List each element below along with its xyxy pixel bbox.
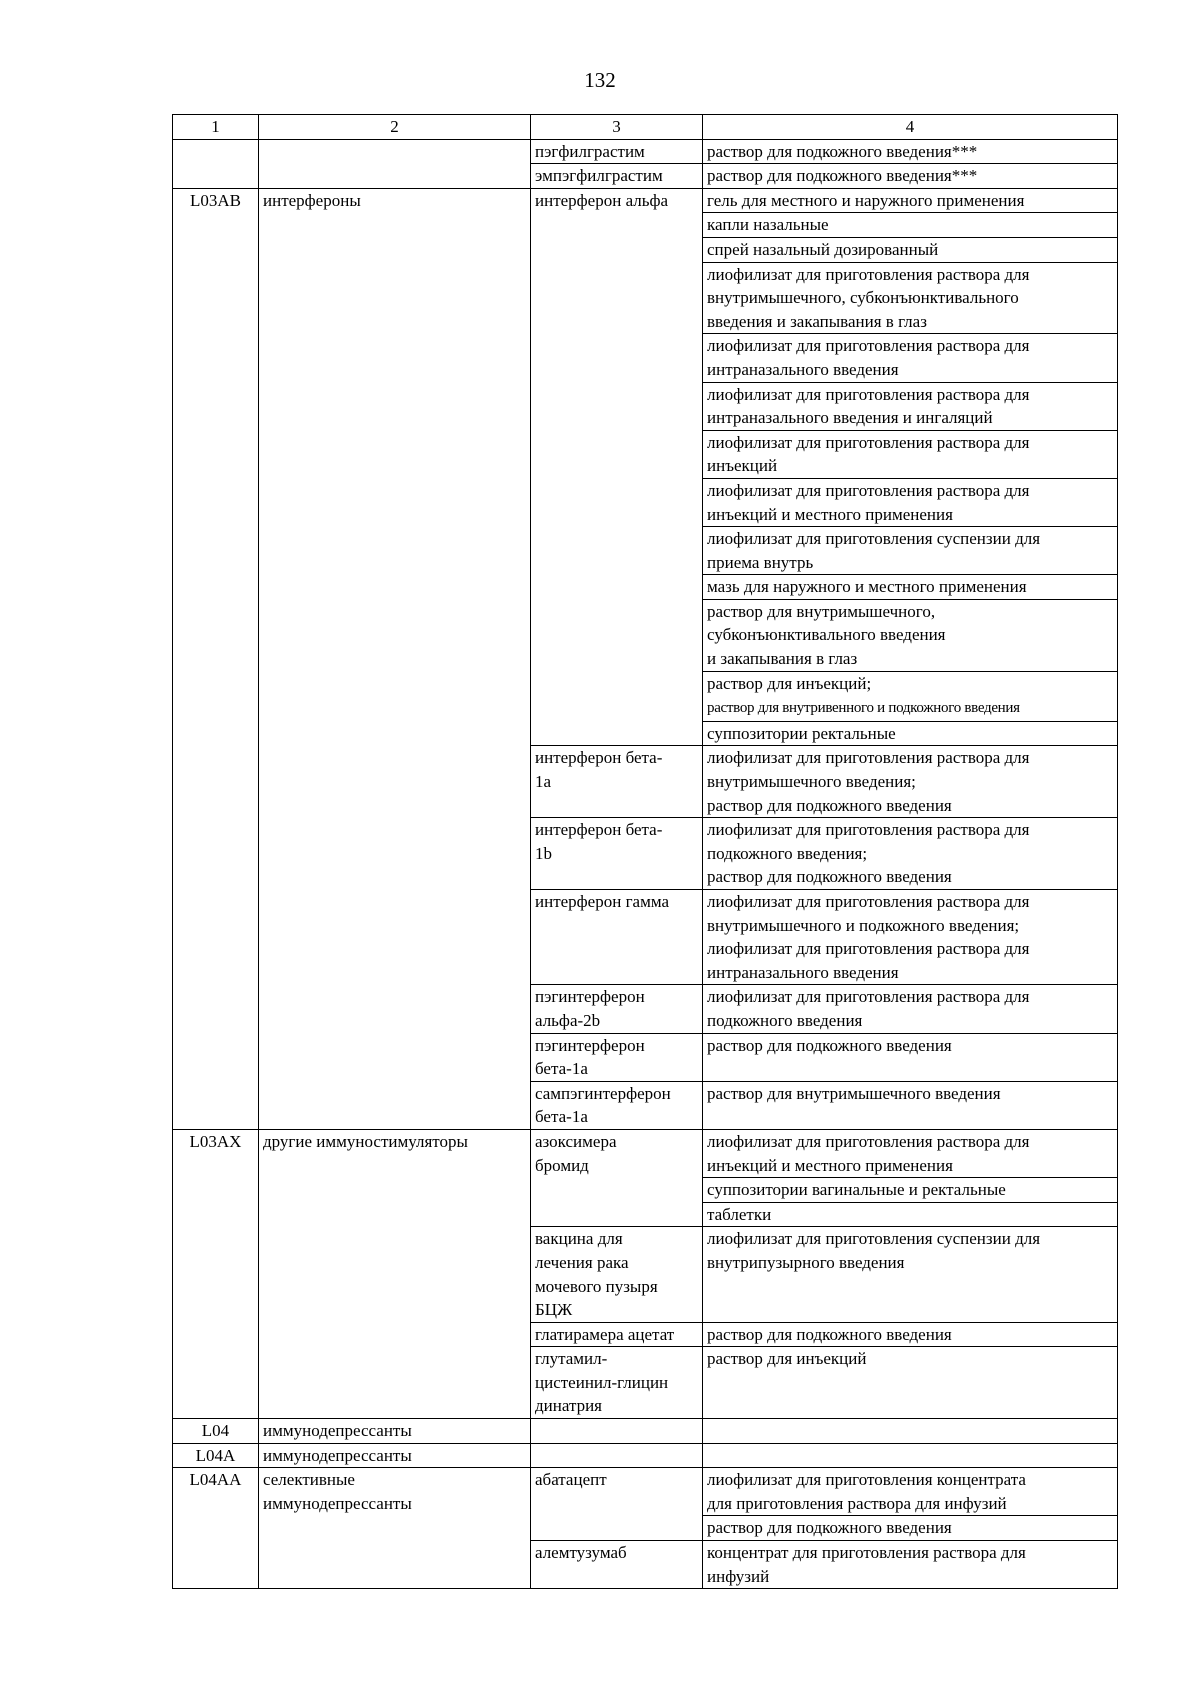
form-line: раствор для подкожного введения bbox=[707, 795, 952, 815]
drug-name bbox=[531, 1129, 703, 1226]
drug-name-line: 1b bbox=[535, 843, 552, 863]
drug-name: абатацепт bbox=[531, 1468, 703, 1541]
form-line: приема внутрь bbox=[707, 552, 814, 572]
form-line: лиофилизат для приготовления раствора для bbox=[707, 384, 1030, 404]
form-line: инъекций и местного применения bbox=[707, 1155, 953, 1175]
drug-name-line: пэгинтерферон bbox=[535, 1035, 645, 1055]
dosage-form bbox=[703, 985, 1118, 1033]
atc-code: L03AB bbox=[173, 188, 259, 1129]
form-line: субконъюнктивального введения bbox=[707, 625, 946, 645]
drug-name-line: интерферон бета- bbox=[535, 748, 663, 768]
form-line: лиофилизат для приготовления концентрата bbox=[707, 1470, 1026, 1490]
table-row bbox=[173, 1468, 1118, 1516]
form-line: лиофилизат для приготовления раствора для bbox=[707, 748, 1030, 768]
form-line: лиофилизат для приготовления суспензии для bbox=[707, 1229, 1041, 1249]
dosage-form: мазь для наружного и местного применения bbox=[703, 575, 1118, 600]
col-header-2: 2 bbox=[259, 115, 531, 140]
dosage-form bbox=[703, 890, 1118, 985]
dosage-form bbox=[703, 527, 1118, 575]
drug-name-line: глутамил- bbox=[535, 1349, 608, 1369]
dosage-form: раствор для подкожного введения*** bbox=[703, 139, 1118, 164]
drug-name bbox=[531, 1081, 703, 1129]
form-line: внутримышечного введения; bbox=[707, 772, 916, 792]
col-header-3: 3 bbox=[531, 115, 703, 140]
drug-name-line: сампэгинтерферон bbox=[535, 1083, 671, 1103]
form-line: лиофилизат для приготовления раствора для bbox=[707, 336, 1030, 356]
drug-name-line: азоксимера bbox=[535, 1131, 617, 1151]
form-line: лиофилизат для приготовления раствора для bbox=[707, 892, 1030, 911]
dosage-form: раствор для подкожного введения*** bbox=[703, 164, 1118, 189]
form-line: раствор для подкожного введения bbox=[707, 867, 952, 887]
form-line: лиофилизат для приготовления раствора для bbox=[707, 432, 1030, 452]
form-line: лиофилизат для приготовления раствора для bbox=[707, 987, 1030, 1007]
form-line: подкожного введения; bbox=[707, 843, 868, 863]
drug-name bbox=[531, 890, 703, 985]
dosage-form bbox=[703, 1541, 1118, 1589]
form-line: лиофилизат для приготовления раствора для bbox=[707, 820, 1030, 840]
dosage-form bbox=[703, 1468, 1118, 1516]
group-name: интерфероны bbox=[259, 188, 531, 1129]
table-row bbox=[173, 1419, 1118, 1444]
form-line: лиофилизат для приготовления раствора для bbox=[707, 480, 1030, 500]
form-line: для приготовления раствора для инфузий bbox=[707, 1493, 1007, 1513]
form-line-condensed: раствор для внутривенного и подкожного введения bbox=[707, 700, 1020, 717]
form-line: концентрат для приготовления раствора для bbox=[707, 1543, 1026, 1563]
atc-code-cell bbox=[173, 139, 259, 188]
drug-name bbox=[531, 1227, 703, 1322]
dosage-form bbox=[703, 599, 1118, 671]
drug-name-line: лечения рака bbox=[535, 1252, 629, 1272]
group-name: иммунодепрессанты bbox=[259, 1419, 531, 1444]
dosage-form bbox=[703, 430, 1118, 478]
drug-name bbox=[531, 1419, 703, 1444]
form-line: инъекций и местного применения bbox=[707, 504, 953, 524]
table-row bbox=[173, 188, 1118, 213]
form-line: инфузий bbox=[707, 1566, 770, 1586]
group-cell bbox=[259, 139, 531, 188]
dosage-form bbox=[703, 1227, 1118, 1322]
dosage-form: раствор для внутримышечного введения bbox=[703, 1081, 1118, 1129]
dosage-form bbox=[703, 334, 1118, 382]
form-line: и закапывания в глаз bbox=[707, 649, 858, 669]
drug-name bbox=[531, 1347, 703, 1419]
atc-code: L04A bbox=[173, 1443, 259, 1468]
page-number: 132 bbox=[584, 68, 616, 92]
drug-name-line: мочевого пузыря bbox=[535, 1276, 658, 1296]
form-line: лиофилизат для приготовления раствора для bbox=[707, 264, 1030, 284]
form-line: интраназального введения и ингаляций bbox=[707, 408, 993, 428]
form-line: инъекций bbox=[707, 456, 778, 476]
dosage-form bbox=[703, 1419, 1118, 1444]
group-name: иммунодепрессанты bbox=[259, 1443, 531, 1468]
drug-name: глатирамера ацетат bbox=[531, 1322, 703, 1347]
drug-name bbox=[531, 818, 703, 890]
dosage-form bbox=[703, 746, 1118, 818]
form-line: раствор для инъекций; bbox=[707, 673, 872, 693]
drug-name-line: вакцина для bbox=[535, 1229, 623, 1249]
drug-name bbox=[531, 1033, 703, 1081]
dosage-form: раствор для подкожного введения bbox=[703, 1322, 1118, 1347]
form-line: лиофилизат для приготовления раствора для bbox=[707, 939, 1030, 959]
form-line: внутримышечного и подкожного введения; bbox=[707, 915, 1020, 935]
dosage-form: гель для местного и наружного применения bbox=[703, 188, 1118, 213]
drug-name-line: пэгинтерферон bbox=[535, 987, 645, 1007]
drug-name-line: 1a bbox=[535, 772, 552, 792]
dosage-form: спрей назальный дозированный bbox=[703, 237, 1118, 262]
drug-name-line: альфа-2b bbox=[535, 1010, 601, 1030]
drug-name-line: интерферон бета- bbox=[535, 820, 663, 840]
drug-name-line: интерферон гамма bbox=[535, 892, 670, 911]
form-line: интраназального введения bbox=[707, 359, 899, 379]
drug-name: пэгфилграстим bbox=[531, 139, 703, 164]
form-line: лиофилизат для приготовления раствора для bbox=[707, 1131, 1030, 1151]
col-header-4: 4 bbox=[703, 115, 1118, 140]
dosage-form: таблетки bbox=[703, 1202, 1118, 1227]
drug-name-line: БЦЖ bbox=[535, 1300, 573, 1320]
col-header-1: 1 bbox=[173, 115, 259, 140]
drug-name bbox=[531, 985, 703, 1033]
drug-table bbox=[172, 114, 1118, 1589]
group-name bbox=[259, 1468, 531, 1589]
form-line: раствор для внутримышечного, bbox=[707, 601, 936, 621]
atc-code: L03AX bbox=[173, 1129, 259, 1418]
dosage-form: раствор для подкожного введения bbox=[703, 1033, 1118, 1081]
dosage-form: капли назальные bbox=[703, 213, 1118, 238]
form-line: лиофилизат для приготовления суспензии для bbox=[707, 529, 1041, 549]
group-name-line: селективные bbox=[263, 1470, 355, 1490]
form-line bbox=[707, 695, 1113, 721]
drug-name-line: цистеинил-глицин bbox=[535, 1372, 669, 1392]
form-line: подкожного введения bbox=[707, 1010, 863, 1030]
table-header-row bbox=[173, 115, 1118, 140]
dosage-form bbox=[703, 382, 1118, 430]
dosage-form bbox=[703, 671, 1118, 721]
drug-name-line: бромид bbox=[535, 1155, 589, 1175]
dosage-form bbox=[703, 262, 1118, 334]
drug-name: интерферон альфа bbox=[531, 188, 703, 746]
group-name-line: иммунодепрессанты bbox=[263, 1493, 412, 1513]
table-row bbox=[173, 1443, 1118, 1468]
dosage-form bbox=[703, 1443, 1118, 1468]
drug-name-line: бета-1a bbox=[535, 1107, 588, 1127]
dosage-form bbox=[703, 1129, 1118, 1177]
dosage-form: раствор для подкожного введения bbox=[703, 1516, 1118, 1541]
dosage-form: суппозитории ректальные bbox=[703, 721, 1118, 746]
drug-name: алемтузумаб bbox=[531, 1541, 703, 1589]
drug-name bbox=[531, 1443, 703, 1468]
form-line: внутримышечного, субконъюнктивального bbox=[707, 288, 1019, 308]
dosage-form bbox=[703, 478, 1118, 526]
drug-name bbox=[531, 746, 703, 818]
dosage-form: раствор для инъекций bbox=[703, 1347, 1118, 1419]
drug-name: эмпэгфилграстим bbox=[531, 164, 703, 189]
table-row bbox=[173, 1129, 1118, 1177]
dosage-form bbox=[703, 818, 1118, 890]
table-row bbox=[173, 139, 1118, 164]
dosage-form: суппозитории вагинальные и ректальные bbox=[703, 1178, 1118, 1203]
drug-name-line: динатрия bbox=[535, 1396, 603, 1416]
form-line: введения и закапывания в глаз bbox=[707, 311, 927, 331]
group-name: другие иммуностимуляторы bbox=[259, 1129, 531, 1418]
atc-code: L04AA bbox=[173, 1468, 259, 1589]
atc-code: L04 bbox=[173, 1419, 259, 1444]
drug-name-line: бета-1a bbox=[535, 1059, 588, 1079]
form-line: интраназального введения bbox=[707, 962, 899, 982]
form-line: внутрипузырного введения bbox=[707, 1252, 905, 1272]
